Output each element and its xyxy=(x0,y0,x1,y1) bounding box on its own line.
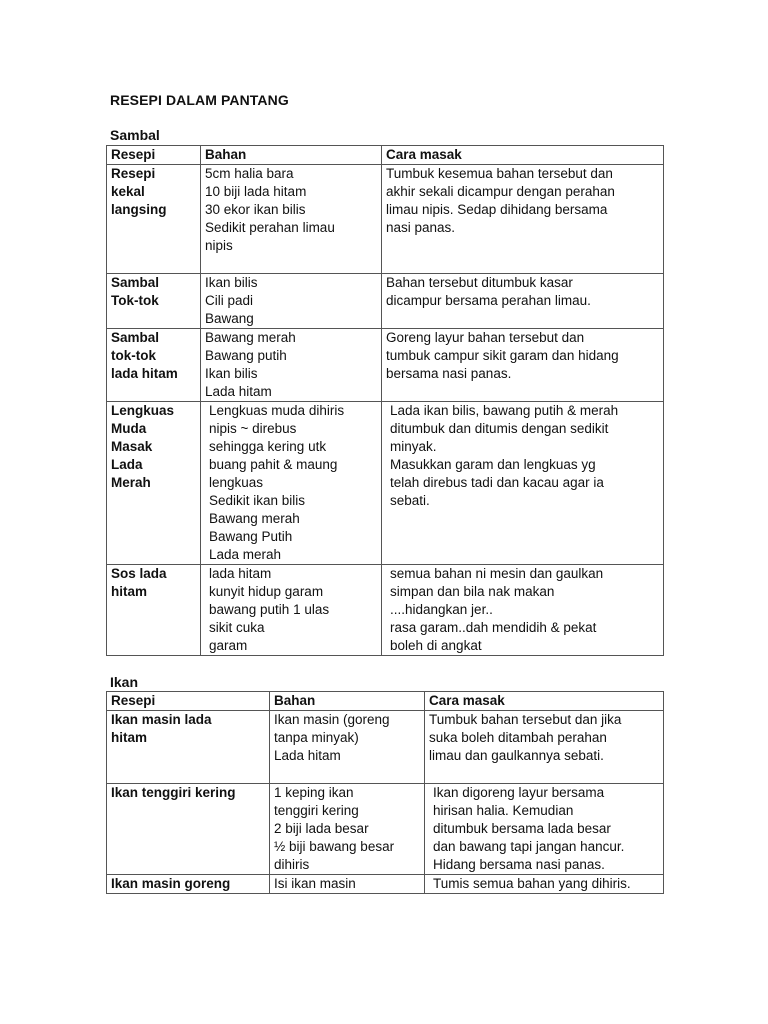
ingredient-line: Bawang xyxy=(205,311,254,326)
ingredients-cell xyxy=(201,565,382,656)
ingredient-line: Sedikit ikan bilis xyxy=(209,493,306,508)
method-line: Goreng layur bahan tersebut dan xyxy=(386,330,585,345)
recipe-name-line: Masak xyxy=(111,439,153,454)
ingredient-line: garam xyxy=(209,638,248,653)
method-line: Hidang bersama nasi panas. xyxy=(433,857,605,872)
method-line: suka boleh ditambah perahan xyxy=(429,730,607,745)
ingredient-line: Lada hitam xyxy=(274,748,341,763)
ingredient-line: Bawang putih xyxy=(205,348,287,363)
table-row xyxy=(107,565,664,656)
table-header-row xyxy=(107,692,664,711)
recipe-name-cell xyxy=(107,784,270,875)
ingredients-cell xyxy=(270,711,425,784)
method-line: bersama nasi panas. xyxy=(386,366,512,381)
method-cell xyxy=(382,329,664,402)
ingredients-cell xyxy=(201,402,382,565)
recipe-name-line: Merah xyxy=(111,475,151,490)
recipe-name-line: Tok-tok xyxy=(111,293,159,308)
ingredient-line: 2 biji lada besar xyxy=(274,821,369,836)
ingredient-line: dihiris xyxy=(274,857,310,872)
recipe-name-line: Ikan tenggiri kering xyxy=(111,785,236,800)
recipe-name-cell xyxy=(107,165,201,274)
ingredient-line: Bawang merah xyxy=(209,511,300,526)
ingredient-line: sikit cuka xyxy=(209,620,265,635)
method-line: Ikan digoreng layur bersama xyxy=(433,785,605,800)
method-cell xyxy=(382,565,664,656)
section-title-sambal: Sambal xyxy=(110,127,160,143)
recipe-name-line: Ikan masin goreng xyxy=(111,876,231,891)
header-resepi: Resepi xyxy=(107,146,201,165)
method-line: Masukkan garam dan lengkuas yg xyxy=(390,457,596,472)
table-row xyxy=(107,165,664,274)
ingredient-line: Ikan bilis xyxy=(205,275,258,290)
recipe-name-line: langsing xyxy=(111,202,167,217)
ingredients-cell xyxy=(270,875,425,894)
ingredient-line: Lengkuas muda dihiris xyxy=(209,403,345,418)
ikan-table xyxy=(106,691,664,894)
ingredient-line: Isi ikan masin xyxy=(274,876,356,891)
ingredient-line: bawang putih 1 ulas xyxy=(209,602,330,617)
recipe-name-line: Muda xyxy=(111,421,147,436)
ingredient-line: Bawang Putih xyxy=(209,529,293,544)
header-cara-masak: Cara masak xyxy=(425,692,664,711)
method-line: akhir sekali dicampur dengan perahan xyxy=(386,184,615,199)
method-line: limau dan gaulkannya sebati. xyxy=(429,748,604,763)
ingredient-line: Cili padi xyxy=(205,293,254,308)
ingredients-cell xyxy=(201,274,382,329)
method-line: ditumbuk dan ditumis dengan sedikit xyxy=(390,421,609,436)
table-row xyxy=(107,402,664,565)
recipe-name-cell xyxy=(107,329,201,402)
method-line: boleh di angkat xyxy=(390,638,482,653)
table-row xyxy=(107,329,664,402)
ingredient-line: lada hitam xyxy=(209,566,272,581)
recipe-name-line: hitam xyxy=(111,730,148,745)
method-line: minyak. xyxy=(390,439,437,454)
ingredient-line: tenggiri kering xyxy=(274,803,359,818)
section-title-ikan: Ikan xyxy=(110,674,139,690)
method-line: sebati. xyxy=(390,493,430,508)
table-header-row xyxy=(107,146,664,165)
ingredient-line: buang pahit & maung xyxy=(209,457,338,472)
ingredients-cell xyxy=(201,329,382,402)
ingredient-line: 1 keping ikan xyxy=(274,785,354,800)
recipe-name-line: Sos lada xyxy=(111,566,167,581)
method-line: Bahan tersebut ditumbuk kasar xyxy=(386,275,573,290)
method-cell xyxy=(382,402,664,565)
method-line: simpan dan bila nak makan xyxy=(390,584,555,599)
ingredient-line: Lada merah xyxy=(209,547,282,562)
ingredient-line: 30 ekor ikan bilis xyxy=(205,202,306,217)
method-line: Tumis semua bahan yang dihiris. xyxy=(433,876,631,891)
header-cara-masak: Cara masak xyxy=(382,146,664,165)
method-line: ....hidangkan jer.. xyxy=(390,602,493,617)
method-line: hirisan halia. Kemudian xyxy=(433,803,574,818)
ingredient-line: Ikan masin (goreng xyxy=(274,712,390,727)
ingredient-line: kunyit hidup garam xyxy=(209,584,324,599)
ingredient-line: Ikan bilis xyxy=(205,366,258,381)
recipe-name-cell xyxy=(107,565,201,656)
table-row xyxy=(107,875,664,894)
recipe-name-cell xyxy=(107,875,270,894)
method-line: semua bahan ni mesin dan gaulkan xyxy=(390,566,604,581)
document-title: RESEPI DALAM PANTANG xyxy=(110,92,289,108)
method-line: rasa garam..dah mendidih & pekat xyxy=(390,620,597,635)
ingredient-line: sehingga kering utk xyxy=(209,439,327,454)
method-line: tumbuk campur sikit garam dan hidang xyxy=(386,348,619,363)
method-line: Tumbuk bahan tersebut dan jika xyxy=(429,712,622,727)
ingredients-cell xyxy=(201,165,382,274)
recipe-name-line: Ikan masin lada xyxy=(111,712,212,727)
method-cell xyxy=(425,784,664,875)
recipe-name-line: Resepi xyxy=(111,166,156,181)
header-bahan: Bahan xyxy=(270,692,425,711)
table-row xyxy=(107,711,664,784)
recipe-name-line: Lada xyxy=(111,457,143,472)
ingredient-line: Sedikit perahan limau xyxy=(205,220,335,235)
recipe-name-cell xyxy=(107,711,270,784)
method-cell xyxy=(425,711,664,784)
ingredient-line: Lada hitam xyxy=(205,384,272,399)
method-cell xyxy=(425,875,664,894)
header-bahan: Bahan xyxy=(201,146,382,165)
ingredient-line: 5cm halia bara xyxy=(205,166,294,181)
recipe-name-line: hitam xyxy=(111,584,148,599)
method-line: telah direbus tadi dan kacau agar ia xyxy=(390,475,604,490)
ingredient-line: ½ biji bawang besar xyxy=(274,839,395,854)
method-line: limau nipis. Sedap dihidang bersama xyxy=(386,202,608,217)
recipe-name-line: Lengkuas xyxy=(111,403,175,418)
recipe-name-line: lada hitam xyxy=(111,366,178,381)
sambal-table xyxy=(106,145,664,656)
ingredient-line: tanpa minyak) xyxy=(274,730,359,745)
method-line: nasi panas. xyxy=(386,220,456,235)
ingredient-line: nipis xyxy=(205,238,233,253)
recipe-name-cell xyxy=(107,402,201,565)
ingredient-line: lengkuas xyxy=(209,475,264,490)
recipe-name-line: kekal xyxy=(111,184,145,199)
method-line: dicampur bersama perahan limau. xyxy=(386,293,591,308)
recipe-name-line: tok-tok xyxy=(111,348,156,363)
method-line: dan bawang tapi jangan hancur. xyxy=(433,839,625,854)
recipe-name-line: Sambal xyxy=(111,330,160,345)
table-row xyxy=(107,784,664,875)
recipe-name-cell xyxy=(107,274,201,329)
method-cell xyxy=(382,274,664,329)
recipe-name-line: Sambal xyxy=(111,275,160,290)
table-row xyxy=(107,274,664,329)
ingredients-cell xyxy=(270,784,425,875)
ingredient-line: nipis ~ direbus xyxy=(209,421,297,436)
method-cell xyxy=(382,165,664,274)
ingredient-line: Bawang merah xyxy=(205,330,296,345)
ingredient-line: 10 biji lada hitam xyxy=(205,184,307,199)
method-line: ditumbuk bersama lada besar xyxy=(433,821,611,836)
header-resepi: Resepi xyxy=(107,692,270,711)
method-line: Tumbuk kesemua bahan tersebut dan xyxy=(386,166,613,181)
method-line: Lada ikan bilis, bawang putih & merah xyxy=(390,403,619,418)
